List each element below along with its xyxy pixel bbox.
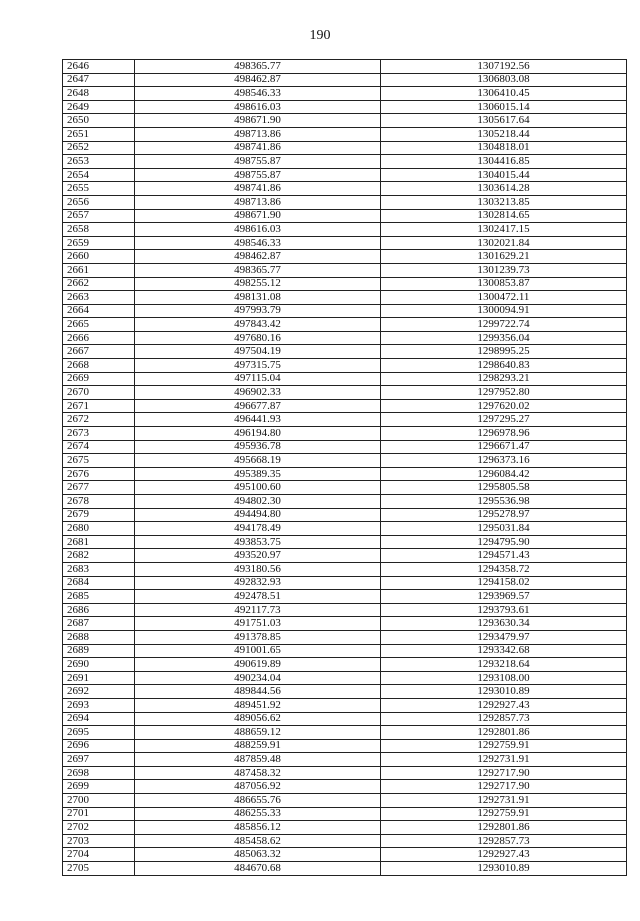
point-number-cell: 2657 <box>63 209 135 223</box>
y-coordinate-cell: 1293793.61 <box>381 603 627 617</box>
table-row <box>63 209 627 223</box>
x-coordinate-cell: 495668.19 <box>135 454 381 468</box>
x-coordinate-cell: 491001.65 <box>135 644 381 658</box>
x-coordinate-cell: 489056.62 <box>135 712 381 726</box>
point-number-cell: 2658 <box>63 223 135 237</box>
x-coordinate-cell: 494494.80 <box>135 508 381 522</box>
y-coordinate-cell: 1297295.27 <box>381 413 627 427</box>
point-number-cell: 2690 <box>63 658 135 672</box>
x-coordinate-cell: 497680.16 <box>135 331 381 345</box>
y-coordinate-cell: 1293630.34 <box>381 617 627 631</box>
x-coordinate-cell: 498713.86 <box>135 195 381 209</box>
x-coordinate-cell: 498755.87 <box>135 168 381 182</box>
table-row <box>63 263 627 277</box>
y-coordinate-cell: 1292801.86 <box>381 726 627 740</box>
point-number-cell: 2680 <box>63 522 135 536</box>
point-number-cell: 2652 <box>63 141 135 155</box>
point-number-cell: 2696 <box>63 739 135 753</box>
table-row <box>63 60 627 74</box>
x-coordinate-cell: 496194.80 <box>135 427 381 441</box>
point-number-cell: 2685 <box>63 590 135 604</box>
table-row <box>63 495 627 509</box>
point-number-cell: 2673 <box>63 427 135 441</box>
x-coordinate-cell: 494178.49 <box>135 522 381 536</box>
table-row <box>63 413 627 427</box>
table-row <box>63 291 627 305</box>
y-coordinate-cell: 1305617.64 <box>381 114 627 128</box>
x-coordinate-cell: 497315.75 <box>135 359 381 373</box>
point-number-cell: 2660 <box>63 250 135 264</box>
point-number-cell: 2651 <box>63 127 135 141</box>
table-row <box>63 73 627 87</box>
x-coordinate-cell: 492832.93 <box>135 576 381 590</box>
y-coordinate-cell: 1296671.47 <box>381 440 627 454</box>
y-coordinate-cell: 1298640.83 <box>381 359 627 373</box>
y-coordinate-cell: 1304015.44 <box>381 168 627 182</box>
point-number-cell: 2659 <box>63 236 135 250</box>
y-coordinate-cell: 1301239.73 <box>381 263 627 277</box>
x-coordinate-cell: 498713.86 <box>135 127 381 141</box>
point-number-cell: 2684 <box>63 576 135 590</box>
y-coordinate-cell: 1297952.80 <box>381 386 627 400</box>
table-row <box>63 685 627 699</box>
x-coordinate-cell: 493520.97 <box>135 549 381 563</box>
x-coordinate-cell: 494802.30 <box>135 495 381 509</box>
y-coordinate-cell: 1295278.97 <box>381 508 627 522</box>
y-coordinate-cell: 1294158.02 <box>381 576 627 590</box>
x-coordinate-cell: 498365.77 <box>135 263 381 277</box>
y-coordinate-cell: 1294571.43 <box>381 549 627 563</box>
y-coordinate-cell: 1303213.85 <box>381 195 627 209</box>
x-coordinate-cell: 498616.03 <box>135 223 381 237</box>
x-coordinate-cell: 498755.87 <box>135 155 381 169</box>
y-coordinate-cell: 1292927.43 <box>381 848 627 862</box>
y-coordinate-cell: 1293342.68 <box>381 644 627 658</box>
x-coordinate-cell: 497504.19 <box>135 345 381 359</box>
y-coordinate-cell: 1292717.90 <box>381 766 627 780</box>
table-row <box>63 698 627 712</box>
table-row <box>63 508 627 522</box>
point-number-cell: 2681 <box>63 535 135 549</box>
y-coordinate-cell: 1301629.21 <box>381 250 627 264</box>
y-coordinate-cell: 1305218.44 <box>381 127 627 141</box>
table-row <box>63 862 627 876</box>
point-number-cell: 2692 <box>63 685 135 699</box>
point-number-cell: 2669 <box>63 372 135 386</box>
y-coordinate-cell: 1292927.43 <box>381 698 627 712</box>
point-number-cell: 2688 <box>63 630 135 644</box>
point-number-cell: 2650 <box>63 114 135 128</box>
y-coordinate-cell: 1299356.04 <box>381 331 627 345</box>
y-coordinate-cell: 1304416.85 <box>381 155 627 169</box>
point-number-cell: 2683 <box>63 562 135 576</box>
table-row <box>63 277 627 291</box>
y-coordinate-cell: 1292759.91 <box>381 739 627 753</box>
point-number-cell: 2664 <box>63 304 135 318</box>
table-row <box>63 644 627 658</box>
point-number-cell: 2698 <box>63 766 135 780</box>
point-number-cell: 2671 <box>63 399 135 413</box>
point-number-cell: 2648 <box>63 87 135 101</box>
x-coordinate-cell: 491751.03 <box>135 617 381 631</box>
point-number-cell: 2697 <box>63 753 135 767</box>
table-row <box>63 630 627 644</box>
point-number-cell: 2699 <box>63 780 135 794</box>
x-coordinate-cell: 497115.04 <box>135 372 381 386</box>
x-coordinate-cell: 495936.78 <box>135 440 381 454</box>
table-row <box>63 753 627 767</box>
x-coordinate-cell: 484670.68 <box>135 862 381 876</box>
point-number-cell: 2677 <box>63 481 135 495</box>
table-row <box>63 562 627 576</box>
x-coordinate-cell: 497993.79 <box>135 304 381 318</box>
x-coordinate-cell: 498671.90 <box>135 114 381 128</box>
table-row <box>63 617 627 631</box>
x-coordinate-cell: 493180.56 <box>135 562 381 576</box>
table-row <box>63 807 627 821</box>
table-row <box>63 155 627 169</box>
y-coordinate-cell: 1295031.84 <box>381 522 627 536</box>
table-row <box>63 794 627 808</box>
y-coordinate-cell: 1292731.91 <box>381 794 627 808</box>
x-coordinate-cell: 487458.32 <box>135 766 381 780</box>
table-row <box>63 454 627 468</box>
point-number-cell: 2655 <box>63 182 135 196</box>
x-coordinate-cell: 488259.91 <box>135 739 381 753</box>
x-coordinate-cell: 487859.48 <box>135 753 381 767</box>
y-coordinate-cell: 1293218.64 <box>381 658 627 672</box>
table-row <box>63 304 627 318</box>
y-coordinate-cell: 1292717.90 <box>381 780 627 794</box>
point-number-cell: 2672 <box>63 413 135 427</box>
x-coordinate-cell: 492117.73 <box>135 603 381 617</box>
table-row <box>63 182 627 196</box>
y-coordinate-cell: 1306015.14 <box>381 100 627 114</box>
y-coordinate-cell: 1293108.00 <box>381 671 627 685</box>
x-coordinate-cell: 486655.76 <box>135 794 381 808</box>
y-coordinate-cell: 1293010.89 <box>381 862 627 876</box>
table-row <box>63 712 627 726</box>
x-coordinate-cell: 495389.35 <box>135 467 381 481</box>
table-row <box>63 168 627 182</box>
x-coordinate-cell: 497843.42 <box>135 318 381 332</box>
table-row <box>63 250 627 264</box>
x-coordinate-cell: 498255.12 <box>135 277 381 291</box>
x-coordinate-cell: 485856.12 <box>135 821 381 835</box>
table-row <box>63 427 627 441</box>
y-coordinate-cell: 1300853.87 <box>381 277 627 291</box>
x-coordinate-cell: 496441.93 <box>135 413 381 427</box>
point-number-cell: 2667 <box>63 345 135 359</box>
table-row <box>63 535 627 549</box>
table-row <box>63 658 627 672</box>
y-coordinate-cell: 1292801.86 <box>381 821 627 835</box>
table-row <box>63 223 627 237</box>
y-coordinate-cell: 1294358.72 <box>381 562 627 576</box>
point-number-cell: 2676 <box>63 467 135 481</box>
x-coordinate-cell: 496677.87 <box>135 399 381 413</box>
table-row <box>63 100 627 114</box>
point-number-cell: 2662 <box>63 277 135 291</box>
x-coordinate-cell: 489844.56 <box>135 685 381 699</box>
point-number-cell: 2649 <box>63 100 135 114</box>
y-coordinate-cell: 1302021.84 <box>381 236 627 250</box>
x-coordinate-cell: 490619.89 <box>135 658 381 672</box>
y-coordinate-cell: 1299722.74 <box>381 318 627 332</box>
point-number-cell: 2705 <box>63 862 135 876</box>
x-coordinate-cell: 498616.03 <box>135 100 381 114</box>
table-row <box>63 671 627 685</box>
point-number-cell: 2703 <box>63 834 135 848</box>
point-number-cell: 2679 <box>63 508 135 522</box>
point-number-cell: 2694 <box>63 712 135 726</box>
table-row <box>63 522 627 536</box>
point-number-cell: 2656 <box>63 195 135 209</box>
x-coordinate-cell: 493853.75 <box>135 535 381 549</box>
coordinates-table-body <box>63 60 627 876</box>
x-coordinate-cell: 491378.85 <box>135 630 381 644</box>
x-coordinate-cell: 498546.33 <box>135 87 381 101</box>
table-row <box>63 141 627 155</box>
y-coordinate-cell: 1298293.21 <box>381 372 627 386</box>
y-coordinate-cell: 1298995.25 <box>381 345 627 359</box>
point-number-cell: 2702 <box>63 821 135 835</box>
point-number-cell: 2693 <box>63 698 135 712</box>
y-coordinate-cell: 1300094.91 <box>381 304 627 318</box>
point-number-cell: 2689 <box>63 644 135 658</box>
point-number-cell: 2691 <box>63 671 135 685</box>
y-coordinate-cell: 1292759.91 <box>381 807 627 821</box>
table-row <box>63 848 627 862</box>
point-number-cell: 2687 <box>63 617 135 631</box>
table-row <box>63 236 627 250</box>
point-number-cell: 2701 <box>63 807 135 821</box>
y-coordinate-cell: 1293010.89 <box>381 685 627 699</box>
table-row <box>63 127 627 141</box>
point-number-cell: 2695 <box>63 726 135 740</box>
table-row <box>63 359 627 373</box>
table-row <box>63 318 627 332</box>
table-row <box>63 481 627 495</box>
x-coordinate-cell: 498741.86 <box>135 182 381 196</box>
table-row <box>63 195 627 209</box>
table-row <box>63 821 627 835</box>
x-coordinate-cell: 486255.33 <box>135 807 381 821</box>
x-coordinate-cell: 492478.51 <box>135 590 381 604</box>
point-number-cell: 2704 <box>63 848 135 862</box>
x-coordinate-cell: 485458.62 <box>135 834 381 848</box>
table-row <box>63 467 627 481</box>
y-coordinate-cell: 1296373.16 <box>381 454 627 468</box>
point-number-cell: 2663 <box>63 291 135 305</box>
table-row <box>63 87 627 101</box>
y-coordinate-cell: 1306803.08 <box>381 73 627 87</box>
x-coordinate-cell: 498462.87 <box>135 73 381 87</box>
y-coordinate-cell: 1292731.91 <box>381 753 627 767</box>
table-row <box>63 345 627 359</box>
y-coordinate-cell: 1306410.45 <box>381 87 627 101</box>
x-coordinate-cell: 488659.12 <box>135 726 381 740</box>
table-row <box>63 766 627 780</box>
table-row <box>63 726 627 740</box>
y-coordinate-cell: 1295536.98 <box>381 495 627 509</box>
table-row <box>63 834 627 848</box>
y-coordinate-cell: 1304818.01 <box>381 141 627 155</box>
point-number-cell: 2666 <box>63 331 135 345</box>
y-coordinate-cell: 1296084.42 <box>381 467 627 481</box>
page-number: 190 <box>309 28 331 43</box>
x-coordinate-cell: 498741.86 <box>135 141 381 155</box>
y-coordinate-cell: 1302417.15 <box>381 223 627 237</box>
y-coordinate-cell: 1297620.02 <box>381 399 627 413</box>
table-row <box>63 603 627 617</box>
point-number-cell: 2682 <box>63 549 135 563</box>
table-row <box>63 399 627 413</box>
y-coordinate-cell: 1292857.73 <box>381 712 627 726</box>
table-row <box>63 372 627 386</box>
x-coordinate-cell: 490234.04 <box>135 671 381 685</box>
y-coordinate-cell: 1295805.58 <box>381 481 627 495</box>
y-coordinate-cell: 1302814.65 <box>381 209 627 223</box>
point-number-cell: 2661 <box>63 263 135 277</box>
table-row <box>63 114 627 128</box>
table-row <box>63 549 627 563</box>
point-number-cell: 2678 <box>63 495 135 509</box>
x-coordinate-cell: 498671.90 <box>135 209 381 223</box>
point-number-cell: 2700 <box>63 794 135 808</box>
point-number-cell: 2654 <box>63 168 135 182</box>
point-number-cell: 2674 <box>63 440 135 454</box>
x-coordinate-cell: 489451.92 <box>135 698 381 712</box>
y-coordinate-cell: 1294795.90 <box>381 535 627 549</box>
x-coordinate-cell: 498131.08 <box>135 291 381 305</box>
x-coordinate-cell: 487056.92 <box>135 780 381 794</box>
point-number-cell: 2647 <box>63 73 135 87</box>
point-number-cell: 2670 <box>63 386 135 400</box>
y-coordinate-cell: 1303614.28 <box>381 182 627 196</box>
x-coordinate-cell: 498462.87 <box>135 250 381 264</box>
point-number-cell: 2646 <box>63 60 135 74</box>
y-coordinate-cell: 1296978.96 <box>381 427 627 441</box>
x-coordinate-cell: 496902.33 <box>135 386 381 400</box>
y-coordinate-cell: 1293969.57 <box>381 590 627 604</box>
y-coordinate-cell: 1292857.73 <box>381 834 627 848</box>
x-coordinate-cell: 485063.32 <box>135 848 381 862</box>
table-row <box>63 739 627 753</box>
point-number-cell: 2686 <box>63 603 135 617</box>
y-coordinate-cell: 1293479.97 <box>381 630 627 644</box>
y-coordinate-cell: 1307192.56 <box>381 60 627 74</box>
x-coordinate-cell: 495100.60 <box>135 481 381 495</box>
table-row <box>63 386 627 400</box>
point-number-cell: 2653 <box>63 155 135 169</box>
y-coordinate-cell: 1300472.11 <box>381 291 627 305</box>
point-number-cell: 2668 <box>63 359 135 373</box>
coordinates-table <box>62 59 627 876</box>
table-row <box>63 331 627 345</box>
table-row <box>63 576 627 590</box>
point-number-cell: 2665 <box>63 318 135 332</box>
table-row <box>63 590 627 604</box>
x-coordinate-cell: 498365.77 <box>135 60 381 74</box>
table-row <box>63 780 627 794</box>
table-row <box>63 440 627 454</box>
point-number-cell: 2675 <box>63 454 135 468</box>
x-coordinate-cell: 498546.33 <box>135 236 381 250</box>
